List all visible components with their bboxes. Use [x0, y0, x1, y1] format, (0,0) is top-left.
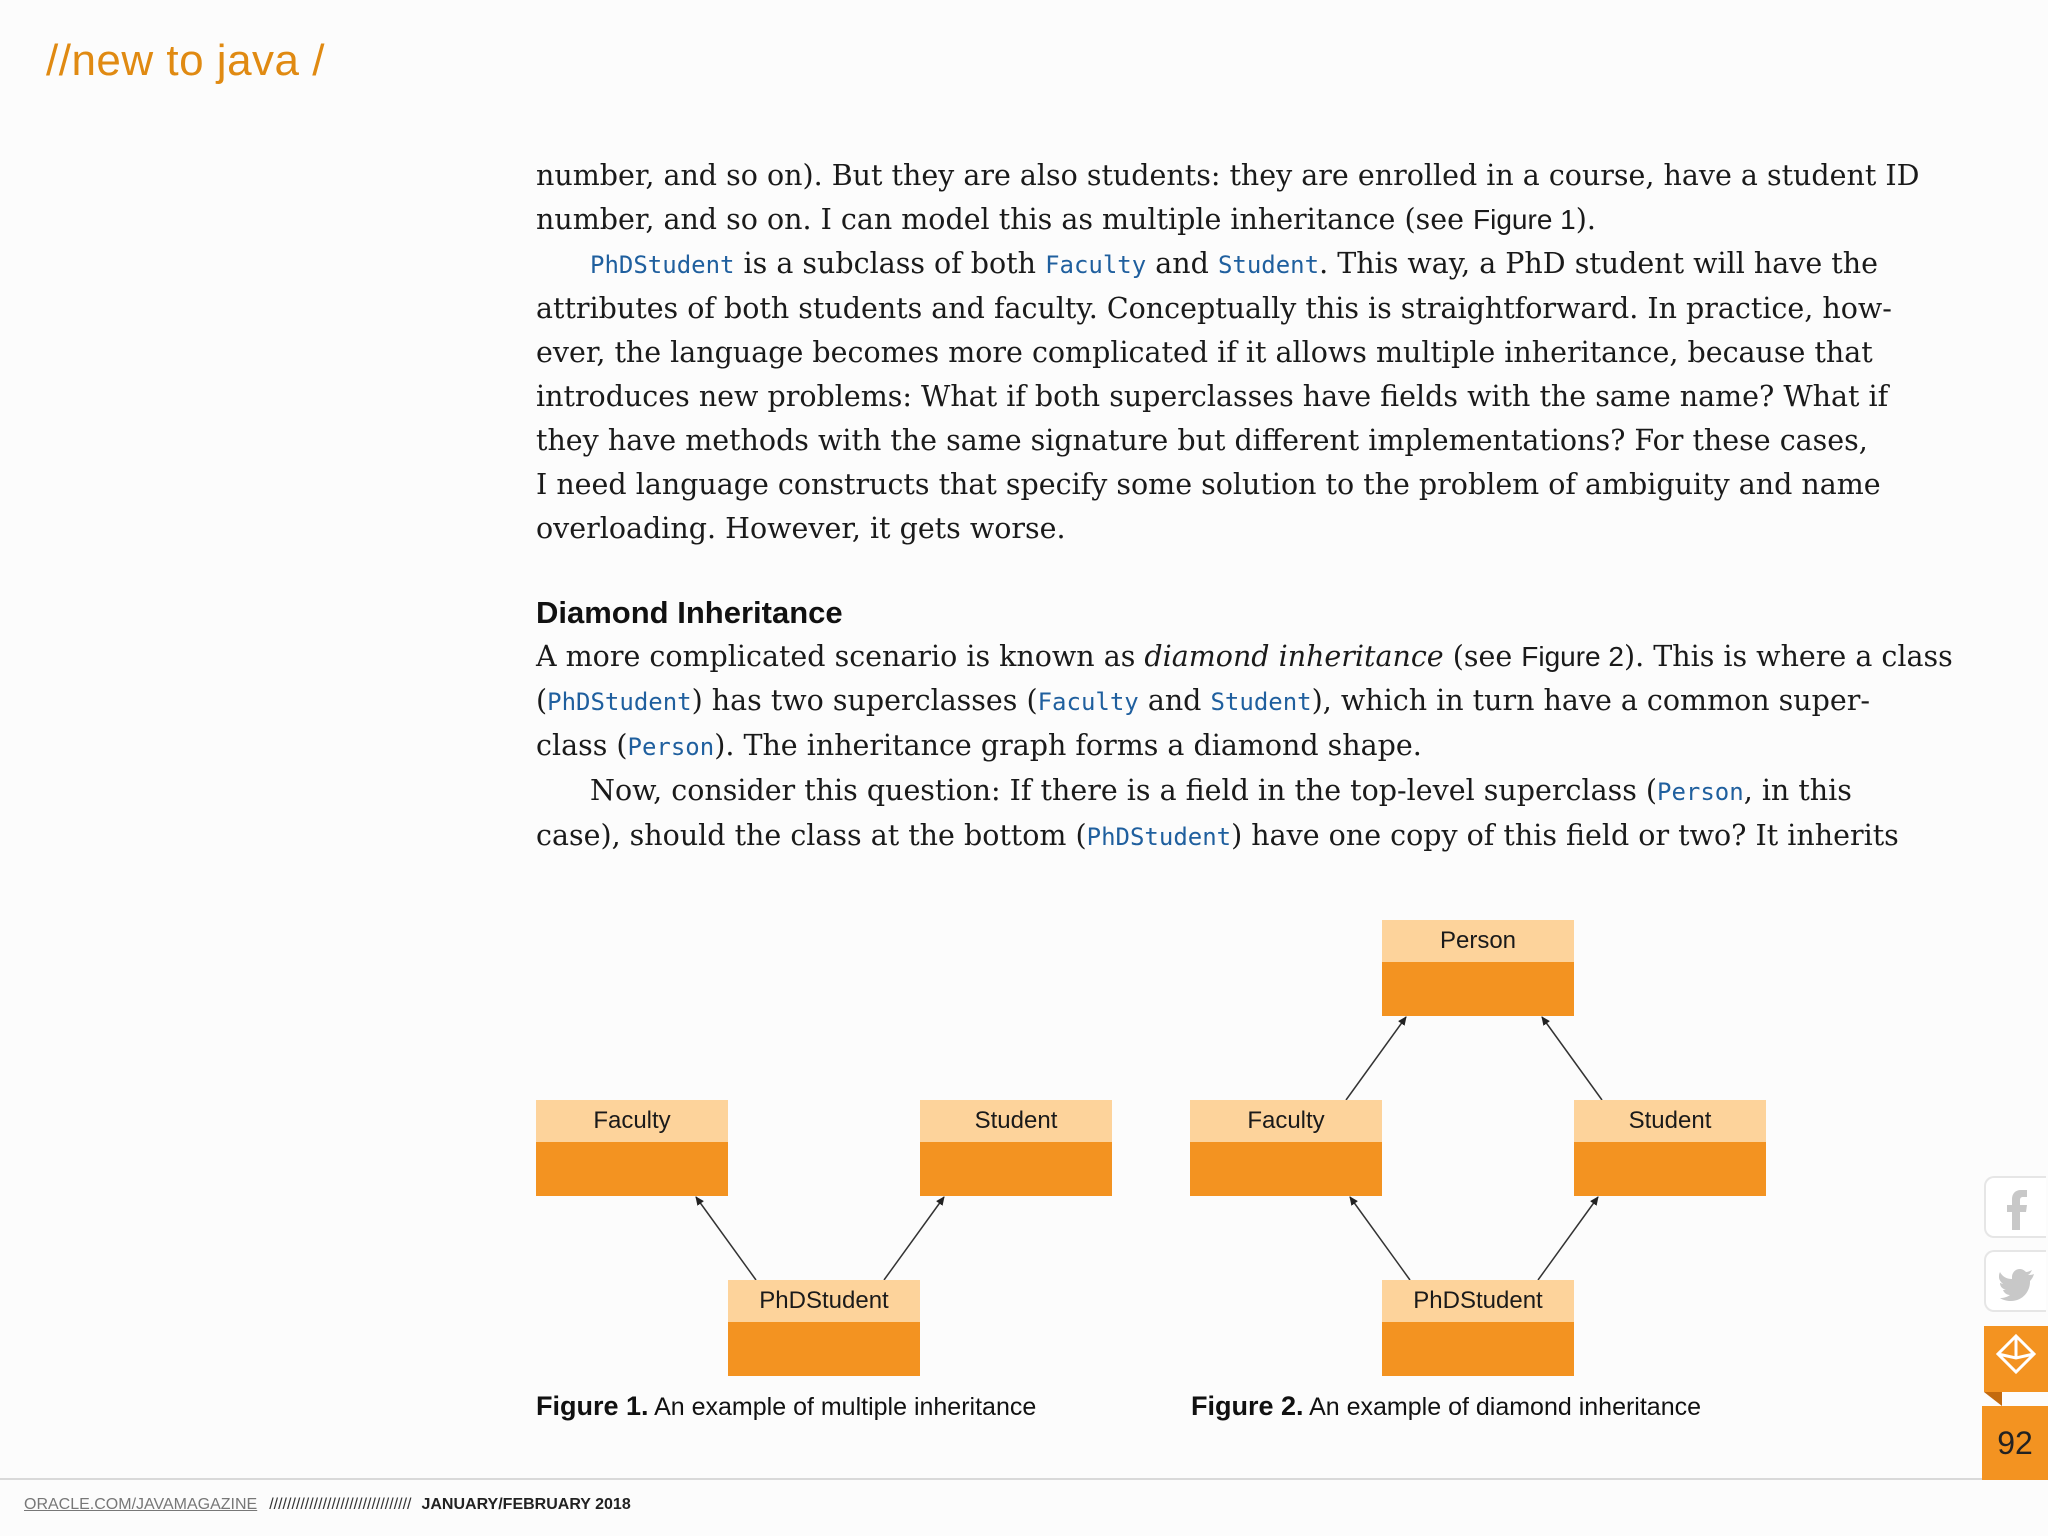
class-name: Faculty — [1190, 1100, 1382, 1142]
arrow-student-to-person — [1542, 1017, 1602, 1100]
text: ), which in turn have a common super- — [1311, 684, 1871, 717]
text: class ( — [536, 729, 628, 762]
class-name: PhDStudent — [1382, 1280, 1574, 1322]
code-term: PhDStudent — [590, 251, 735, 279]
code-term: Faculty — [1037, 688, 1139, 716]
section-title: //new to java / — [46, 36, 325, 85]
text-line: they have methods with the same signature but different implementations? For these cases, — [536, 424, 1868, 457]
emphasis: diamond inheritance — [1144, 640, 1444, 673]
class-box-faculty — [1190, 1100, 1382, 1196]
class-box-student — [1574, 1100, 1766, 1196]
text-line — [536, 814, 1899, 859]
text: ) have one copy of this field or two? It inherits — [1231, 819, 1899, 852]
paragraph — [536, 635, 1953, 769]
code-term: PhDStudent — [547, 688, 692, 716]
text-line — [536, 242, 1878, 287]
class-name: PhDStudent — [728, 1280, 920, 1322]
text-line: overloading. However, it gets worse. — [536, 512, 1066, 545]
code-term: Person — [627, 733, 715, 761]
text: , in this — [1743, 774, 1852, 807]
figure-caption — [1191, 1391, 1701, 1422]
arrow-faculty-to-person — [1346, 1017, 1406, 1100]
text-line — [536, 635, 1953, 679]
caption-text: An example of diamond inheritance — [1303, 1393, 1702, 1421]
code-term: Person — [1657, 778, 1744, 806]
class-body — [1382, 1322, 1574, 1376]
text-line: ever, the language becomes more complicated if it allows multiple inheritance, because that — [536, 336, 1873, 369]
text: and — [1146, 247, 1218, 280]
text: number, and so on. I can model this as multiple inheritance (see — [536, 203, 1474, 236]
facebook-icon — [1998, 1188, 2038, 1232]
caption-label: Figure 1. — [536, 1391, 649, 1421]
code-term: Student — [1210, 688, 1312, 716]
text-line: introduces new problems: What if both superclasses have fields with the same name? What if — [536, 380, 1889, 413]
arrow-phd-to-student — [884, 1197, 944, 1280]
class-box-phdstudent — [728, 1280, 920, 1376]
text: A more complicated scenario is known as — [536, 640, 1145, 673]
class-name: Student — [1574, 1100, 1766, 1142]
text: case), should the class at the bottom ( — [536, 819, 1087, 852]
email-share-button[interactable] — [1984, 1326, 2048, 1392]
arrow-phd-to-faculty — [696, 1197, 756, 1280]
text: ). This is where a class — [1623, 640, 1953, 673]
page-number: 92 — [1982, 1406, 2048, 1480]
email-tab-tail — [1984, 1392, 2002, 1406]
figure-ref-link[interactable]: Figure 2 — [1521, 641, 1624, 672]
class-body — [728, 1322, 920, 1376]
text: . This way, a PhD student will have the — [1319, 247, 1878, 280]
paragraph-continued — [536, 814, 1899, 859]
paragraph — [536, 769, 1852, 814]
class-name: Faculty — [536, 1100, 728, 1142]
paragraph — [536, 154, 1920, 242]
paragraph — [536, 242, 1878, 287]
class-body — [1382, 962, 1574, 1016]
text-line: number, and so on). But they are also students: they are enrolled in a course, have a student ID — [536, 159, 1920, 192]
caption-text: An example of multiple inheritance — [648, 1393, 1037, 1421]
figure-caption — [536, 1391, 1036, 1422]
class-box-student — [920, 1100, 1112, 1196]
text-line: attributes of both students and faculty. Conceptually this is straightforward. In practice, how- — [536, 292, 1892, 325]
facebook-share-button[interactable] — [1984, 1176, 2046, 1238]
text: Now, consider this question: If there is a field in the top-level superclass ( — [590, 774, 1657, 807]
arrow-phd-to-student — [1538, 1197, 1598, 1280]
twitter-icon — [1998, 1262, 2038, 1306]
text-line — [536, 679, 1871, 724]
class-body — [1574, 1142, 1766, 1196]
footer — [24, 1496, 631, 1514]
text: ). — [1575, 203, 1596, 236]
text: (see — [1443, 640, 1522, 673]
text: is a subclass of both — [734, 247, 1046, 280]
class-name: Person — [1382, 920, 1574, 962]
site-link[interactable]: ORACLE.COM/JAVAMAGAZINE — [24, 1496, 258, 1513]
class-body — [1190, 1142, 1382, 1196]
text: ) has two superclasses ( — [691, 684, 1038, 717]
text-line: I need language constructs that specify some solution to the problem of ambiguity and name — [536, 468, 1881, 501]
class-body — [536, 1142, 728, 1196]
footer-divider — [0, 1478, 1982, 1480]
class-box-phdstudent — [1382, 1280, 1574, 1376]
text-line — [536, 198, 1766, 242]
class-box-person — [1382, 920, 1574, 1016]
caption-label: Figure 2. — [1191, 1391, 1304, 1421]
arrow-phd-to-faculty — [1350, 1197, 1410, 1280]
code-term: PhDStudent — [1086, 823, 1232, 851]
text-line — [536, 769, 1852, 814]
footer-separator: //////////////////////////////// — [269, 1496, 412, 1513]
code-term: Student — [1217, 251, 1320, 279]
text: ). The inheritance graph forms a diamond shape. — [714, 729, 1422, 762]
text: ( — [536, 684, 548, 717]
class-name: Student — [920, 1100, 1112, 1142]
figure-ref-link[interactable]: Figure 1 — [1473, 204, 1576, 235]
subheading: Diamond Inheritance — [536, 595, 843, 630]
text: and — [1138, 684, 1211, 717]
code-term: Faculty — [1045, 251, 1147, 279]
class-body — [920, 1142, 1112, 1196]
text-line — [536, 724, 1766, 769]
paragraph-continued — [536, 287, 1892, 551]
article-body — [536, 154, 1953, 859]
issue-date: JANUARY/FEBRUARY 2018 — [421, 1496, 631, 1513]
email-icon — [1996, 1334, 2036, 1380]
twitter-share-button[interactable] — [1984, 1250, 2046, 1312]
class-box-faculty — [536, 1100, 728, 1196]
